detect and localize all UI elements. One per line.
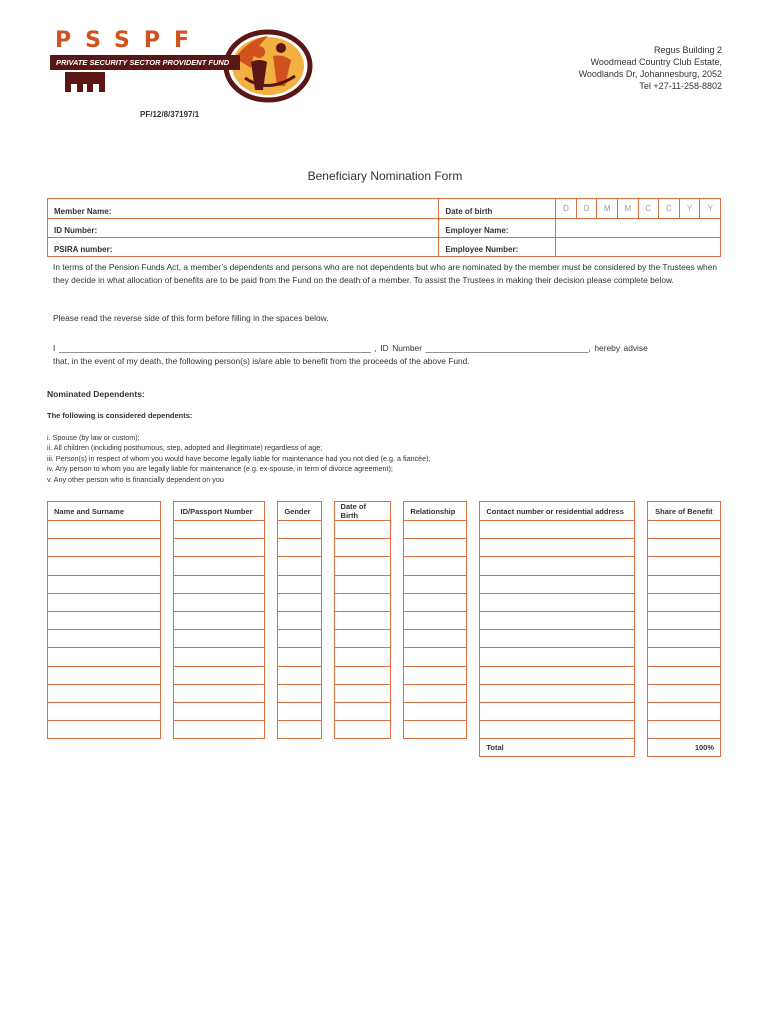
column-gap	[467, 630, 480, 648]
column-gap	[634, 648, 647, 666]
column-gap	[161, 611, 174, 629]
relationship-cell[interactable]	[404, 539, 467, 557]
id-number-field[interactable]: ID Number:	[48, 219, 439, 238]
column-gap	[161, 666, 174, 684]
column-gap	[265, 521, 278, 539]
beneficiary-table	[47, 501, 721, 757]
name-cell[interactable]	[48, 593, 161, 611]
dob-cell[interactable]	[334, 721, 391, 739]
column-gap	[161, 721, 174, 739]
relationship-cell[interactable]	[404, 575, 467, 593]
dependents-list	[47, 433, 431, 485]
column-gap	[161, 575, 174, 593]
column-gap	[634, 702, 647, 720]
dob-box[interactable]: C	[659, 199, 680, 218]
column-gap	[467, 648, 480, 666]
list-item: v. Any other person who is financially dependent on you	[47, 474, 224, 484]
column-gap	[634, 721, 647, 739]
dob-box[interactable]: M	[618, 199, 639, 218]
declaration-line-1[interactable]: I ___________________________________________________________________ , ID Number ___________________________________, hereby advise	[53, 343, 648, 353]
share-cell[interactable]	[647, 575, 720, 593]
dob-cell[interactable]	[334, 630, 391, 648]
column-gap	[634, 611, 647, 629]
table-row	[48, 648, 721, 666]
table-row	[48, 539, 721, 557]
relationship-cell[interactable]	[404, 702, 467, 720]
gender-cell[interactable]	[278, 611, 321, 629]
form-title: Beneficiary Nomination Form	[307, 169, 463, 183]
dependents-subheading: The following is considered dependents:	[47, 411, 193, 420]
gender-cell[interactable]	[278, 630, 321, 648]
table-row	[48, 593, 721, 611]
column-gap	[321, 684, 334, 702]
address-line: Woodmead Country Club Estate,	[590, 57, 722, 67]
column-gap	[467, 684, 480, 702]
employer-name-field[interactable]	[556, 219, 721, 238]
header-contact: Contact number or residential address	[480, 502, 634, 521]
table-row	[48, 521, 721, 539]
header-relationship: Relationship	[404, 502, 467, 521]
column-gap	[321, 521, 334, 539]
gender-cell[interactable]	[278, 702, 321, 720]
column-gap	[634, 630, 647, 648]
dob-cell[interactable]	[334, 557, 391, 575]
dob-box[interactable]: C	[639, 199, 660, 218]
member-name-field[interactable]: Member Name:	[48, 199, 439, 219]
contact-cell[interactable]	[480, 648, 634, 666]
address-line: Woodlands Dr, Johannesburg, 2052	[578, 69, 722, 79]
relationship-cell[interactable]	[404, 648, 467, 666]
name-cell[interactable]	[48, 666, 161, 684]
column-gap	[321, 593, 334, 611]
table-row	[48, 611, 721, 629]
column-gap	[321, 557, 334, 575]
name-cell[interactable]	[48, 630, 161, 648]
column-gap	[321, 648, 334, 666]
contact-cell[interactable]	[480, 557, 634, 575]
column-gap	[634, 684, 647, 702]
contact-cell[interactable]	[480, 539, 634, 557]
relationship-cell[interactable]	[404, 557, 467, 575]
column-gap	[634, 739, 647, 757]
column-gap	[321, 666, 334, 684]
dob-cell[interactable]	[334, 702, 391, 720]
name-cell[interactable]	[48, 521, 161, 539]
contact-cell[interactable]	[480, 702, 634, 720]
column-gap	[161, 502, 174, 521]
column-gap	[265, 593, 278, 611]
date-of-birth-label: Date of birth	[439, 199, 556, 219]
dob-cell[interactable]	[334, 521, 391, 539]
relationship-cell[interactable]	[404, 666, 467, 684]
dob-box[interactable]: M	[597, 199, 618, 218]
nominated-dependents-heading: Nominated Dependents:	[47, 389, 145, 399]
table-row	[48, 702, 721, 720]
column-gap	[467, 702, 480, 720]
share-cell[interactable]	[647, 702, 720, 720]
column-gap	[467, 521, 480, 539]
dob-cell[interactable]	[334, 575, 391, 593]
column-gap	[321, 721, 334, 739]
gender-cell[interactable]	[278, 648, 321, 666]
contact-cell[interactable]	[480, 593, 634, 611]
share-cell[interactable]	[647, 521, 720, 539]
relationship-cell[interactable]	[404, 630, 467, 648]
table-row	[48, 721, 721, 739]
column-gap	[391, 684, 404, 702]
intro-paragraph: In terms of the Pension Funds Act, a member’s dependents and persons who are not dependents but who are nominated by the member must be considered by the Trustees when they decide in what allocation of benefits are to be paid from the Fund on the death of a member. To assist the Trustees in making their decision please complete below.	[53, 262, 718, 285]
contact-cell[interactable]	[480, 611, 634, 629]
table-row	[48, 557, 721, 575]
column-gap	[391, 502, 404, 521]
column-gap	[634, 539, 647, 557]
name-cell[interactable]	[48, 575, 161, 593]
column-gap	[161, 684, 174, 702]
logo-banner: PRIVATE SECURITY SECTOR PROVIDENT FUND	[50, 55, 240, 70]
column-gap	[391, 611, 404, 629]
column-gap	[321, 502, 334, 521]
list-item: i. Spouse (by law or custom);	[47, 433, 140, 442]
column-gap	[467, 666, 480, 684]
column-gap	[265, 721, 278, 739]
total-row	[48, 739, 721, 757]
dob-cell[interactable]	[334, 593, 391, 611]
column-gap	[265, 611, 278, 629]
dob-cell[interactable]	[334, 539, 391, 557]
column-gap	[467, 557, 480, 575]
gender-cell[interactable]	[278, 575, 321, 593]
column-gap	[161, 593, 174, 611]
id-cell[interactable]	[174, 593, 265, 611]
declaration-paragraph	[53, 342, 719, 367]
name-cell[interactable]	[48, 539, 161, 557]
dob-cell[interactable]	[334, 611, 391, 629]
column-gap	[161, 521, 174, 539]
list-item: iv. Any person to whom you are legally liable for maintenance (e.g. ex-spouse, in term of divorce agreement);	[47, 464, 393, 474]
column-gap	[265, 557, 278, 575]
column-gap	[391, 702, 404, 720]
share-cell[interactable]	[647, 539, 720, 557]
employee-number-label: Employee Number:	[439, 238, 556, 257]
contact-cell[interactable]	[480, 684, 634, 702]
column-gap	[161, 648, 174, 666]
column-gap	[634, 557, 647, 575]
id-cell[interactable]	[174, 648, 265, 666]
column-gap	[321, 630, 334, 648]
id-cell[interactable]	[174, 684, 265, 702]
column-gap	[265, 648, 278, 666]
id-cell[interactable]	[174, 521, 265, 539]
column-gap	[391, 539, 404, 557]
column-gap	[467, 575, 480, 593]
share-cell[interactable]	[647, 648, 720, 666]
column-gap	[321, 539, 334, 557]
total-label: Total	[480, 739, 634, 757]
relationship-cell[interactable]	[404, 611, 467, 629]
gender-cell[interactable]	[278, 557, 321, 575]
dob-box[interactable]: Y	[680, 199, 701, 218]
date-of-birth-field[interactable]	[556, 199, 721, 219]
dob-cell[interactable]	[334, 684, 391, 702]
relationship-cell[interactable]	[404, 721, 467, 739]
id-cell[interactable]	[174, 575, 265, 593]
dob-box[interactable]: D	[556, 199, 577, 218]
header-gender: Gender	[278, 502, 321, 521]
column-gap	[265, 539, 278, 557]
column-gap	[391, 557, 404, 575]
gender-cell[interactable]	[278, 593, 321, 611]
relationship-cell[interactable]	[404, 521, 467, 539]
total-spacer	[48, 739, 480, 757]
contact-cell[interactable]	[480, 521, 634, 539]
logo-letters: PSSPF	[55, 28, 203, 53]
address-block	[579, 44, 722, 92]
table-header-row	[48, 502, 721, 521]
gender-cell[interactable]	[278, 721, 321, 739]
column-gap	[634, 593, 647, 611]
contact-cell[interactable]	[480, 630, 634, 648]
table-row	[48, 666, 721, 684]
column-gap	[321, 702, 334, 720]
pspf-logo	[45, 28, 315, 108]
employer-name-label: Employer Name:	[439, 219, 556, 238]
column-gap	[467, 502, 480, 521]
column-gap	[467, 593, 480, 611]
psira-number-field[interactable]: PSIRA number:	[48, 238, 439, 257]
column-gap	[391, 575, 404, 593]
column-gap	[265, 702, 278, 720]
column-gap	[467, 539, 480, 557]
address-line: Regus Building 2	[653, 45, 722, 55]
header-date-of-birth: Date of Birth	[334, 502, 391, 521]
table-row	[48, 630, 721, 648]
column-gap	[161, 539, 174, 557]
column-gap	[265, 666, 278, 684]
member-details-table	[47, 198, 721, 257]
name-cell[interactable]	[48, 611, 161, 629]
share-cell[interactable]	[647, 593, 720, 611]
column-gap	[161, 557, 174, 575]
id-cell[interactable]	[174, 611, 265, 629]
list-item: iii. Person(s) in respect of whom you would have become legally liable for maintenance had you not died (e.g. a fiancée);	[47, 453, 431, 463]
header-name-surname: Name and Surname	[48, 502, 161, 521]
column-gap	[265, 630, 278, 648]
column-gap	[391, 521, 404, 539]
share-cell[interactable]	[647, 557, 720, 575]
employee-number-field[interactable]	[556, 238, 721, 257]
relationship-cell[interactable]	[404, 593, 467, 611]
list-item: ii. All children (including posthumous, step, adopted and illegitimate) regardless of age;	[47, 443, 323, 453]
header-share: Share of Benefit	[647, 502, 720, 521]
column-gap	[634, 521, 647, 539]
reference-number: PF/12/8/37197/1	[140, 110, 200, 119]
share-cell[interactable]	[647, 721, 720, 739]
column-gap	[391, 721, 404, 739]
gender-cell[interactable]	[278, 666, 321, 684]
column-gap	[467, 611, 480, 629]
share-cell[interactable]	[647, 611, 720, 629]
column-gap	[265, 502, 278, 521]
column-gap	[634, 666, 647, 684]
header-id-passport: ID/Passport Number	[174, 502, 265, 521]
dob-cell[interactable]	[334, 666, 391, 684]
gender-cell[interactable]	[278, 521, 321, 539]
address-line: Tel +27-11-258-8802	[639, 81, 722, 91]
id-cell[interactable]	[174, 557, 265, 575]
name-cell[interactable]	[48, 648, 161, 666]
name-cell[interactable]	[48, 684, 161, 702]
contact-cell[interactable]	[480, 721, 634, 739]
gender-cell[interactable]	[278, 684, 321, 702]
column-gap	[391, 593, 404, 611]
share-cell[interactable]	[647, 666, 720, 684]
name-cell[interactable]	[48, 721, 161, 739]
column-gap	[634, 575, 647, 593]
share-cell[interactable]	[647, 684, 720, 702]
column-gap	[467, 721, 480, 739]
column-gap	[265, 575, 278, 593]
column-gap	[391, 648, 404, 666]
id-cell[interactable]	[174, 539, 265, 557]
id-cell[interactable]	[174, 702, 265, 720]
column-gap	[391, 666, 404, 684]
contact-cell[interactable]	[480, 575, 634, 593]
id-cell[interactable]	[174, 666, 265, 684]
column-gap	[265, 684, 278, 702]
id-cell[interactable]	[174, 721, 265, 739]
column-gap	[161, 702, 174, 720]
column-gap	[161, 630, 174, 648]
column-gap	[391, 630, 404, 648]
column-gap	[634, 502, 647, 521]
name-cell[interactable]	[48, 557, 161, 575]
contact-cell[interactable]	[480, 666, 634, 684]
dob-box[interactable]: D	[577, 199, 598, 218]
total-value: 100%	[647, 739, 720, 757]
id-cell[interactable]	[174, 630, 265, 648]
declaration-line-2: that, in the event of my death, the following person(s) is/are able to benefit from the proceeds of the above Fund.	[53, 355, 470, 366]
dob-box[interactable]: Y	[707, 204, 713, 213]
table-row	[48, 684, 721, 702]
table-row	[48, 575, 721, 593]
name-cell[interactable]	[48, 702, 161, 720]
dob-cell[interactable]	[334, 648, 391, 666]
gender-cell[interactable]	[278, 539, 321, 557]
column-gap	[321, 575, 334, 593]
relationship-cell[interactable]	[404, 684, 467, 702]
instruction-paragraph: Please read the reverse side of this form before filling in the spaces below.	[53, 313, 329, 323]
column-gap	[321, 611, 334, 629]
share-cell[interactable]	[647, 630, 720, 648]
